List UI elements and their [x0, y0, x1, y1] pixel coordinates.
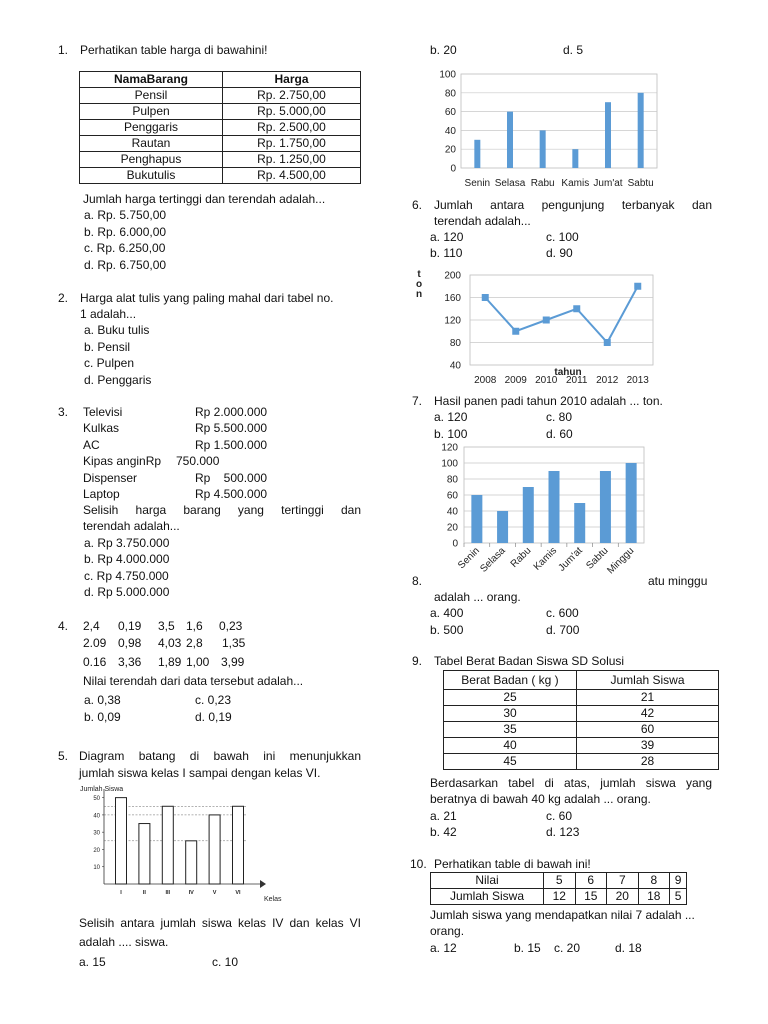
q5-option: d. 5 — [563, 43, 584, 57]
q10-option: c. 20 — [554, 941, 581, 955]
chart2-y-tick-label: 100 — [439, 69, 456, 81]
chart2-x-tick-label: Kamis — [561, 178, 590, 189]
q10-question-cont: orang. — [430, 924, 465, 938]
chart4-y-tick-label: 80 — [446, 474, 458, 486]
table-cell: 15 — [575, 889, 607, 905]
chart4-bar — [574, 503, 585, 543]
chart-visitors — [428, 66, 688, 192]
q2-question-cont: 1 adalah... — [80, 307, 137, 321]
q4-option: c. 0,23 — [195, 693, 232, 707]
table-cell: Rp. 4.500,00 — [223, 168, 361, 184]
q5-after: Selisih antara jumlah siswa kelas IV dan kelas VI — [79, 916, 361, 930]
q4-value: 0,23 — [219, 619, 243, 633]
q6-option: a. 120 — [430, 230, 464, 244]
chart2-y-tick-label: 80 — [444, 88, 456, 100]
q4-value: 1,6 — [186, 619, 203, 633]
table-cell: Rp. 2.500,00 — [223, 120, 361, 136]
q6-question: Jumlah antara pengunjung terbanyak dan — [434, 198, 712, 212]
table-cell: 21 — [577, 690, 719, 706]
chart4-x-tick-label: Kamis — [531, 545, 560, 573]
table-cell: 25 — [444, 690, 577, 706]
table-cell: 40 — [444, 738, 577, 754]
q7-number: 7. — [412, 394, 423, 408]
chart3-x-tick-label: 2011 — [565, 375, 588, 386]
chart3-x-tick-label: 2008 — [474, 375, 497, 386]
table-row — [80, 104, 361, 120]
chart2-y-tick-label: 60 — [444, 107, 456, 119]
chart1-y-tick-label: 40 — [93, 813, 100, 820]
chart2-x-tick-label: Jum'at — [593, 178, 623, 189]
chart3-ylabel-letter: o — [415, 279, 423, 290]
chart3-point — [634, 283, 641, 290]
chart1-x-tick-label: III — [165, 890, 171, 896]
chart4-bar — [523, 487, 534, 543]
q4-value: 3,99 — [221, 655, 245, 669]
q3-question: Selisih harga barang yang tertinggi dan — [83, 503, 361, 517]
chart2-bar — [540, 130, 546, 168]
chart3-series-line — [485, 286, 638, 342]
q10-option: a. 12 — [430, 941, 457, 955]
table-header-row — [444, 671, 719, 690]
chart-weekly — [428, 442, 688, 587]
q6-option: d. 90 — [546, 246, 573, 260]
q2-option: c. Pulpen — [84, 356, 135, 370]
q10-score-table — [430, 872, 687, 905]
table-row — [80, 120, 361, 136]
chart1-bar — [233, 806, 244, 884]
table-cell: Penggaris — [80, 120, 223, 136]
chart4-y-tick-label: 20 — [446, 522, 458, 534]
chart3-y-tick-label: 80 — [449, 338, 461, 349]
q5-number: 5. — [58, 749, 69, 763]
table-cell: 39 — [577, 738, 719, 754]
q3-item-price: Rp 500.000 — [195, 471, 268, 485]
chart1-bar — [209, 815, 220, 884]
table-cell: Rp. 5.000,00 — [223, 104, 361, 120]
chart2-bar — [474, 140, 480, 168]
q1-option: a. Rp. 5.750,00 — [84, 208, 167, 222]
chart1-x-tick-label: II — [142, 890, 146, 896]
q2-question: Harga alat tulis yang paling mahal dari tabel no. — [80, 291, 334, 305]
table-cell: Nilai — [431, 873, 544, 889]
q8-question-cont: adalah ... orang. — [434, 590, 521, 604]
q8-option: a. 400 — [430, 606, 464, 620]
chart4-x-tick-label: Sabtu — [584, 545, 611, 572]
q5-option: b. 20 — [430, 43, 457, 57]
q5-option: c. 10 — [212, 955, 239, 969]
chart4-bar — [626, 463, 637, 543]
chart2-y-tick-label: 0 — [450, 163, 456, 175]
q1-number: 1. — [58, 43, 69, 57]
chart1-bar — [139, 824, 150, 884]
chart2-x-tick-label: Senin — [464, 178, 491, 189]
q9-option: d. 123 — [546, 825, 580, 839]
table-cell: 5 — [670, 889, 687, 905]
q9-weight-table — [443, 670, 719, 770]
q1-option: b. Rp. 6.000,00 — [84, 225, 167, 239]
chart1-bar — [162, 806, 173, 884]
chart4-bar — [600, 471, 611, 543]
q1-option: d. Rp. 6.750,00 — [84, 258, 167, 272]
q4-value: 1,35 — [222, 636, 246, 650]
q10-prompt: Perhatikan table di bawah ini! — [434, 857, 591, 871]
q2-option: d. Penggaris — [84, 373, 152, 387]
q8-question-tail: atu minggu — [648, 574, 708, 588]
chart2-x-tick-label: Sabtu — [627, 178, 654, 189]
q3-item-price: Rp 4.500.000 — [195, 487, 268, 501]
table-row — [444, 722, 719, 738]
q2-number: 2. — [58, 291, 69, 305]
table-cell: 30 — [444, 706, 577, 722]
chart3-xlabel: tahun — [554, 367, 582, 378]
q7-option: a. 120 — [434, 410, 468, 424]
table-cell: Pensil — [80, 88, 223, 104]
q3-item-name: Kipas anginRp — [83, 454, 162, 468]
table-row — [80, 88, 361, 104]
q3-item-name: Kulkas — [83, 421, 120, 435]
table-row — [80, 152, 361, 168]
q3-item-name: Dispenser — [83, 471, 138, 485]
q10-question: Jumlah siswa yang mendapatkan nilai 7 adalah ... — [430, 908, 695, 922]
table-row — [431, 889, 687, 905]
table-cell: 12 — [544, 889, 576, 905]
chart3-y-tick-label: 200 — [444, 270, 461, 282]
chart4-bar — [471, 495, 482, 543]
q3-item-name: AC — [83, 438, 100, 452]
q10-number: 10. — [410, 857, 427, 871]
chart2-bar — [572, 149, 578, 168]
q4-option: b. 0,09 — [84, 710, 121, 724]
q4-value: 2.09 — [83, 636, 107, 650]
chart3-point — [573, 305, 580, 312]
table-cell: Penghapus — [80, 152, 223, 168]
chart4-y-tick-label: 100 — [441, 458, 458, 470]
chart4-x-tick-label: Senin — [456, 545, 482, 572]
chart1-y-tick-label: 10 — [93, 865, 100, 872]
chart2-y-tick-label: 20 — [444, 144, 456, 156]
table-row — [444, 706, 719, 722]
chart3-x-tick-label: 2013 — [626, 375, 649, 386]
chart4-x-tick-label: Jum'at — [556, 545, 585, 574]
q3-option: b. Rp 4.000.000 — [84, 552, 170, 566]
table-cell: 18 — [638, 889, 670, 905]
q9-number: 9. — [412, 654, 423, 668]
chart3-x-tick-label: 2009 — [504, 375, 527, 386]
chart4-x-tick-label: Minggu — [605, 545, 637, 577]
q4-value: 4,03 — [158, 636, 182, 650]
q6-question-cont: terendah adalah... — [434, 214, 531, 228]
q3-item-name: Televisi — [83, 405, 123, 419]
q10-option: b. 15 — [514, 941, 541, 955]
chart1-x-tick-label: I — [120, 890, 122, 896]
chart3-point — [512, 328, 519, 335]
chart1-bar — [186, 841, 197, 884]
table-cell: 6 — [575, 873, 607, 889]
chart1-x-arrow — [260, 880, 266, 888]
table-cell: 60 — [577, 722, 719, 738]
q1-price-table — [79, 71, 361, 184]
q4-option: d. 0,19 — [195, 710, 232, 724]
q4-option: a. 0,38 — [84, 693, 121, 707]
q9-option: a. 21 — [430, 809, 457, 823]
q4-value: 3,36 — [118, 655, 142, 669]
table-cell: 35 — [444, 722, 577, 738]
q4-question: Nilai terendah dari data tersebut adalah... — [83, 674, 304, 688]
chart3-ylabel-letter: n — [415, 289, 423, 300]
q3-item-price: Rp 2.000.000 — [195, 405, 268, 419]
q5-after-cont: adalah .... siswa. — [79, 935, 169, 949]
q3-item-price: Rp 1.500.000 — [195, 438, 268, 452]
q5-option: a. 15 — [79, 955, 106, 969]
chart4-y-tick-label: 40 — [446, 506, 458, 518]
table-cell: Rp. 1.750,00 — [223, 136, 361, 152]
q4-value: 2,8 — [186, 636, 203, 650]
chart3-point — [604, 339, 611, 346]
q1-question: Jumlah harga tertinggi dan terendah adalah... — [83, 192, 326, 206]
q10-option: d. 18 — [615, 941, 642, 955]
table-cell: 7 — [607, 873, 639, 889]
table-cell: Bukutulis — [80, 168, 223, 184]
chart2-bar — [507, 112, 513, 168]
q4-value: 0,19 — [118, 619, 142, 633]
chart1-bar — [116, 798, 127, 884]
table-cell: Rp. 1.250,00 — [223, 152, 361, 168]
table-row — [444, 738, 719, 754]
table-cell: 45 — [444, 754, 577, 770]
q3-number: 3. — [58, 405, 69, 419]
table-cell: 9 — [670, 873, 687, 889]
chart4-y-tick-label: 60 — [446, 490, 458, 502]
q5-question-cont: jumlah siswa kelas I sampai dengan kelas VI. — [79, 766, 321, 780]
chart2-plot-area — [461, 74, 657, 168]
chart1-y-tick-label: 20 — [93, 847, 100, 854]
chart4-x-tick-label: Selasa — [478, 545, 508, 575]
chart2-bar — [605, 102, 611, 168]
chart3-y-tick-label: 120 — [444, 315, 461, 327]
q5-question: Diagram batang di bawah ini menunjukkan — [79, 749, 361, 763]
q7-option: d. 60 — [546, 427, 573, 441]
q3-option: d. Rp 5.000.000 — [84, 585, 170, 599]
table-header-cell: Berat Badan ( kg ) — [444, 671, 577, 690]
table-cell: Pulpen — [80, 104, 223, 120]
chart4-bar — [549, 471, 560, 543]
table-cell: 5 — [544, 873, 576, 889]
q8-option: b. 500 — [430, 623, 464, 637]
q2-option: a. Buku tulis — [84, 323, 150, 337]
q8-option: c. 600 — [546, 606, 579, 620]
q8-option: d. 700 — [546, 623, 580, 637]
table-header-cell: Jumlah Siswa — [577, 671, 719, 690]
chart1-x-tick-label: VI — [235, 890, 241, 896]
chart1-x-tick-label: IV — [188, 890, 194, 896]
q3-item-price: 750.000 — [176, 454, 220, 468]
table-cell: Rautan — [80, 136, 223, 152]
table-row — [431, 873, 687, 889]
q7-question: Hasil panen padi tahun 2010 adalah ... ton. — [434, 394, 663, 408]
chart3-point — [543, 317, 550, 324]
table-row — [80, 168, 361, 184]
q4-number: 4. — [58, 619, 69, 633]
q3-item-price: Rp 5.500.000 — [195, 421, 268, 435]
chart3-x-tick-label: 2012 — [596, 375, 619, 386]
chart3-y-tick-label: 160 — [444, 293, 461, 304]
chart1-x-tick-label: V — [212, 890, 217, 896]
chart-harvest — [410, 264, 670, 389]
chart2-bar — [638, 93, 644, 168]
q3-question-cont: terendah adalah... — [83, 519, 180, 533]
chart1-xlabel: Kelas — [264, 896, 282, 903]
table-row — [80, 136, 361, 152]
chart1-ylabel: Jumlah Siswa — [80, 786, 124, 793]
table-cell: 28 — [577, 754, 719, 770]
table-cell: 42 — [577, 706, 719, 722]
q3-option: c. Rp 4.750.000 — [84, 569, 169, 583]
table-cell: Jumlah Siswa — [431, 889, 544, 905]
chart1-y-tick-label: 50 — [93, 796, 100, 803]
chart1-y-tick-label: 30 — [93, 830, 100, 837]
q6-number: 6. — [412, 198, 423, 212]
q3-item-name: Laptop — [83, 487, 120, 501]
q9-question: Berdasarkan tabel di atas, jumlah siswa yang — [430, 776, 712, 790]
q4-value: 1,89 — [158, 655, 182, 669]
table-row — [444, 690, 719, 706]
table-header-cell: NamaBarang — [80, 72, 223, 88]
chart-class-students — [74, 784, 284, 904]
table-header-cell: Harga — [223, 72, 361, 88]
chart2-x-tick-label: Rabu — [530, 178, 555, 189]
q9-question-cont: beratnya di bawah 40 kg adalah ... orang. — [430, 792, 651, 806]
q4-value: 2,4 — [83, 619, 100, 633]
chart4-x-tick-label: Rabu — [508, 545, 534, 571]
table-cell: Rp. 2.750,00 — [223, 88, 361, 104]
q1-option: c. Rp. 6.250,00 — [84, 241, 166, 255]
q3-option: a. Rp 3.750.000 — [84, 536, 170, 550]
chart4-bar — [497, 511, 508, 543]
q8-number: 8. — [412, 574, 423, 588]
chart2-y-tick-label: 40 — [444, 125, 456, 137]
chart3-ylabel-letter: t — [417, 269, 421, 280]
q4-value: 0.16 — [83, 655, 107, 669]
q4-value: 1,00 — [186, 655, 210, 669]
table-row — [444, 754, 719, 770]
table-cell: 8 — [638, 873, 670, 889]
q6-option: b. 110 — [430, 246, 463, 260]
chart3-y-tick-label: 40 — [449, 360, 461, 372]
q7-option: b. 100 — [434, 427, 468, 441]
table-cell: 20 — [607, 889, 639, 905]
chart4-y-tick-label: 0 — [452, 538, 458, 550]
q7-option: c. 80 — [546, 410, 573, 424]
chart3-x-tick-label: 2010 — [535, 375, 558, 386]
q9-option: c. 60 — [546, 809, 573, 823]
chart3-point — [482, 294, 489, 301]
q4-value: 3,5 — [158, 619, 175, 633]
q6-option: c. 100 — [546, 230, 579, 244]
table-header-row — [80, 72, 361, 88]
q2-option: b. Pensil — [84, 340, 131, 354]
q9-option: b. 42 — [430, 825, 457, 839]
chart4-y-tick-label: 120 — [441, 442, 458, 454]
chart2-x-tick-label: Selasa — [494, 178, 526, 189]
q4-value: 0,98 — [118, 636, 142, 650]
q9-title: Tabel Berat Badan Siswa SD Solusi — [434, 654, 625, 668]
q1-prompt: Perhatikan table harga di bawahini! — [80, 43, 268, 57]
